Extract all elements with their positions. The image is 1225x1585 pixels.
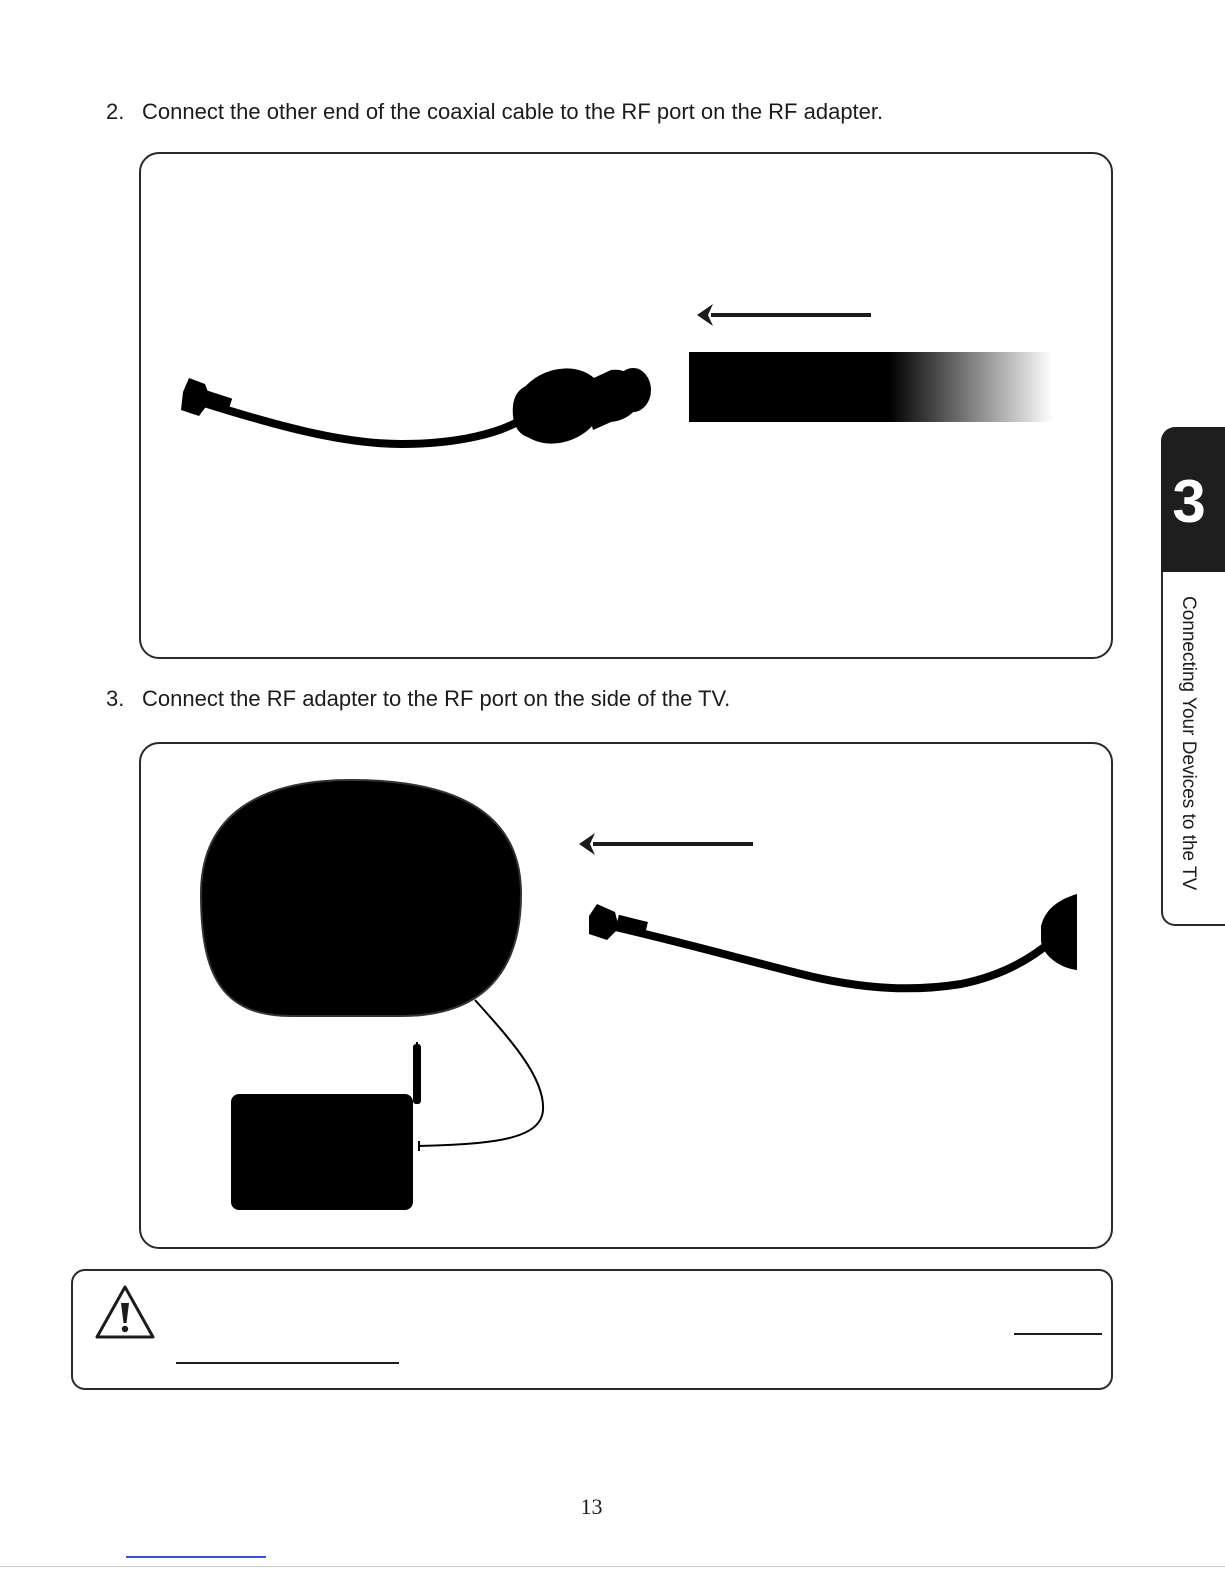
hyperlink-underline[interactable] [1014, 1333, 1102, 1335]
page-number: 13 [580, 1494, 603, 1519]
step-number: 3. [106, 686, 125, 711]
chapter-number: 3 [1172, 468, 1206, 535]
device-box [231, 1094, 413, 1210]
step-2-instruction [106, 99, 883, 125]
warning-triangle-icon [93, 1283, 157, 1343]
tv-rf-port-panel [689, 352, 1053, 422]
figure-cable-to-adapter [139, 152, 1113, 659]
chapter-number-block [1161, 427, 1225, 572]
coaxial-cable-icon [181, 355, 651, 456]
chapter-side-tab [1161, 427, 1225, 926]
hyperlink-underline[interactable] [176, 1362, 399, 1364]
step-text: Connect the RF adapter to the RF port on the side of the TV. [142, 686, 731, 711]
footer-divider [0, 1566, 1225, 1567]
direction-arrow-icon [697, 304, 871, 326]
chapter-title-tab [1161, 572, 1225, 926]
adapter-tv-illustration [141, 744, 1111, 1247]
cable-adapter-illustration [141, 154, 1111, 657]
step-number: 2. [106, 99, 125, 124]
figure-adapter-to-tv [139, 742, 1113, 1249]
step-text: Connect the other end of the coaxial cable to the RF port on the RF adapter. [142, 99, 884, 124]
coaxial-cable-icon [589, 894, 1077, 988]
warning-note [71, 1269, 1113, 1390]
chapter-title: Connecting Your Devices to the TV [1178, 596, 1199, 891]
footer-link-underline[interactable] [126, 1556, 266, 1558]
direction-arrow-icon [579, 833, 753, 855]
tv-back-panel [201, 780, 521, 1016]
step-3-instruction [106, 686, 730, 712]
